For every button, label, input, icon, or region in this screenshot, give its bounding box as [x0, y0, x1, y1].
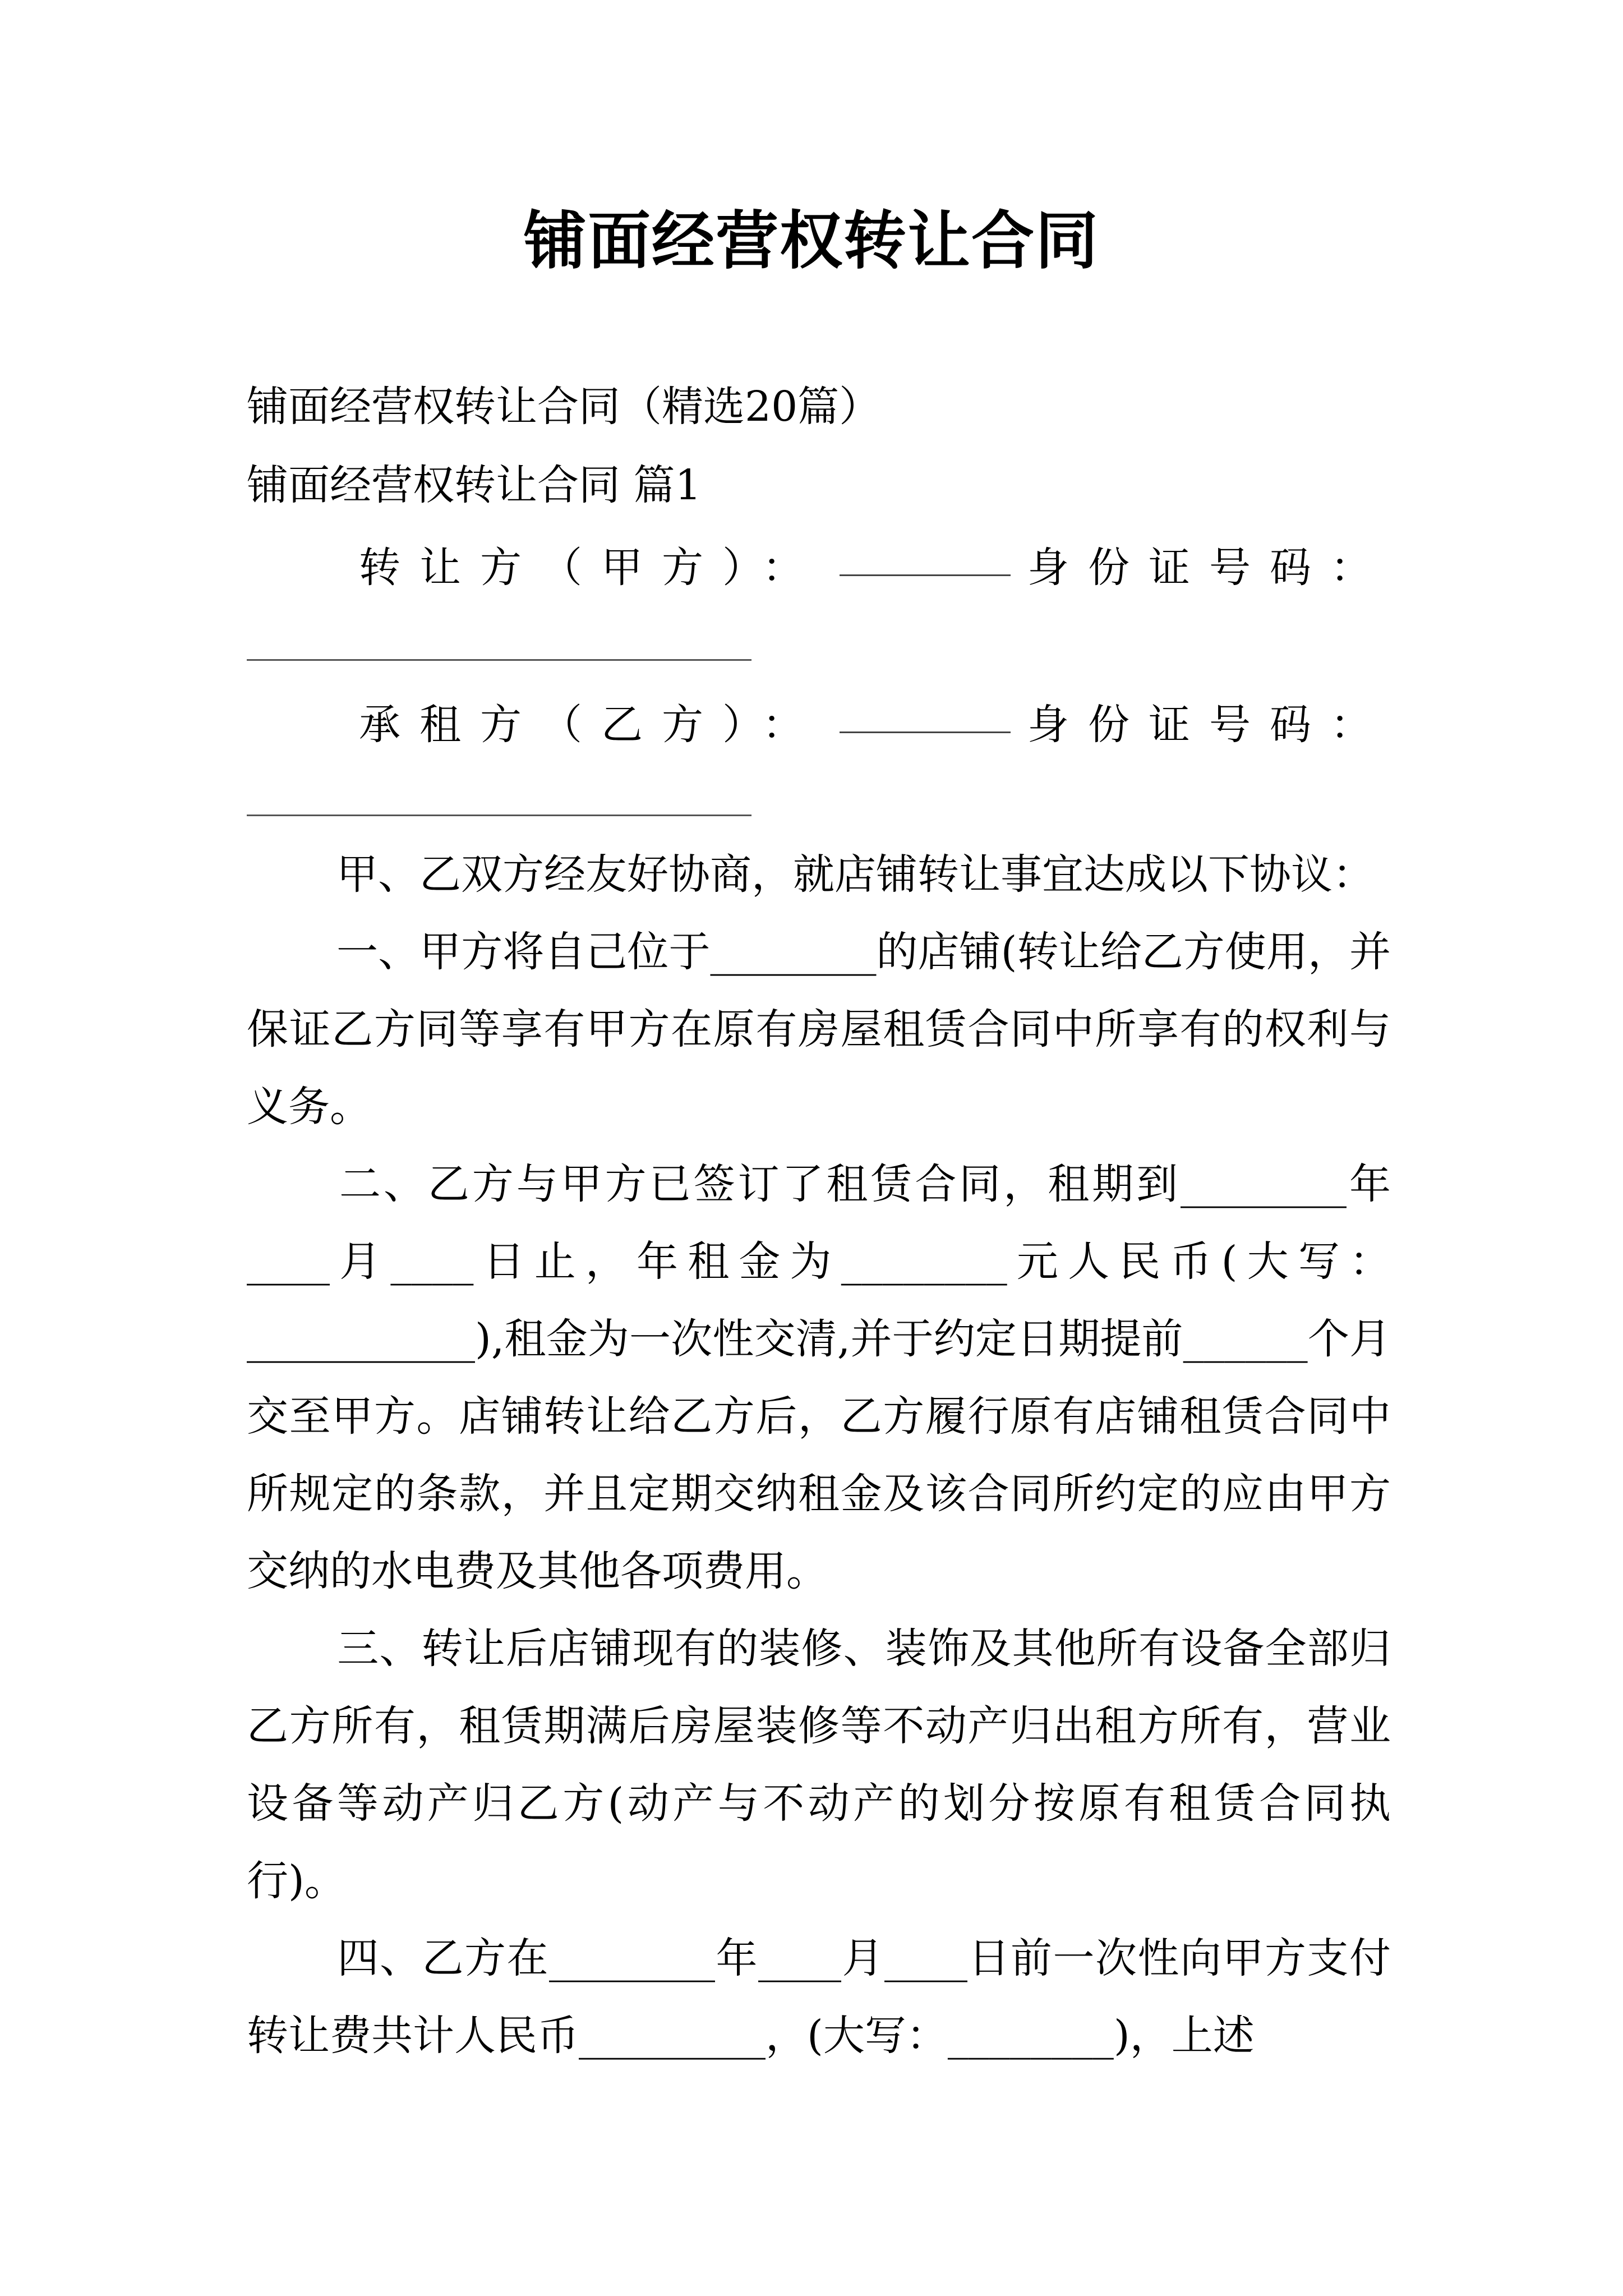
party-a-name-blank [840, 535, 1011, 576]
paragraph-text: 三、转让后店铺现有的装修、装饰及其他所有设备全部归乙方所有，租赁期满后房屋装修等不动产归出租方所有，营业设备等动产归乙方(动产与不动产的划分按原有租赁合同执行)。 [247, 1625, 1391, 1905]
paragraph-clause-1 [247, 913, 1391, 1145]
party-b-line [359, 697, 1391, 753]
paragraph-text: 二、乙方与甲方已签订了租赁合同，租期到________年____月____日止，年租金为________元人民币(大写：___________),租金为一次性交清,并于约定日期提前______个月交至甲方。店铺转让给乙方后，乙方履行原有店铺租赁合同中所规定的条款，并且定期交纳租金及该合同所约定的应由甲方交纳的水电费及其他各项费用。 [247, 1160, 1391, 1595]
section-heading: 铺面经营权转让合同 篇1 [247, 461, 702, 509]
paragraph-clause-4 [247, 1920, 1391, 2074]
document-title: 铺面经营权转让合同 [524, 205, 1099, 278]
paragraph-text: 一、甲方将自己位于________的店铺(转让给乙方使用，并保证乙方同等享有甲方在原有房屋租赁合同中所享有的权利与义务。 [247, 928, 1391, 1131]
paragraph-clause-3 [247, 1610, 1391, 1920]
party-b-name-blank [840, 692, 1011, 733]
paragraph-clause-2 [247, 1145, 1391, 1610]
paragraph-text: 四、乙方在________年____月____日前一次性向甲方支付转让费共计人民币_________，(大写：________)，上述 [247, 1934, 1391, 2060]
party-b-id-label: 身份证号码： [1027, 701, 1391, 749]
party-a-id-blank [247, 659, 751, 661]
paragraph-text: 甲、乙双方经友好协商，就店铺转让事宜达成以下协议： [336, 850, 1374, 899]
paragraph-intro [247, 836, 1391, 913]
party-a-label: 转让方（甲方）： [359, 544, 823, 592]
document-subtitle: 铺面经营权转让合同（精选20篇） [247, 383, 881, 431]
party-b-label: 承租方（乙方）： [359, 701, 823, 749]
party-a-line [359, 540, 1391, 596]
party-b-id-blank [247, 815, 751, 816]
party-a-id-label: 身份证号码： [1027, 544, 1391, 592]
